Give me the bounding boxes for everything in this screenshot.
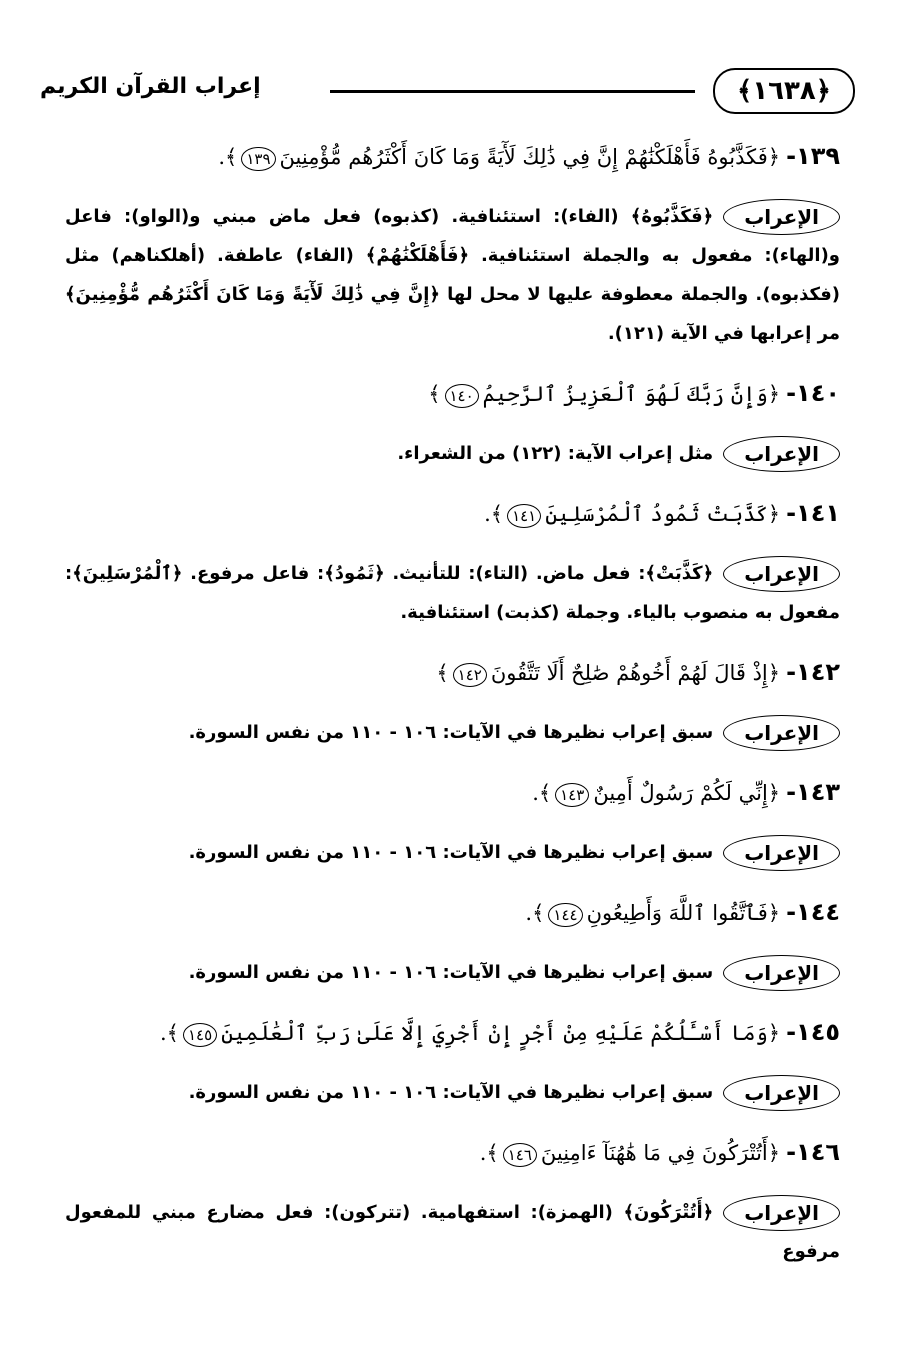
verse-number: ١٤٥- [786, 1018, 840, 1046]
verse-number: ١٤٤- [786, 898, 840, 926]
verse-number: ١٤٠- [786, 379, 840, 407]
ayah-marker: ١٤٠ [445, 384, 479, 408]
irab-badge: الإعراب [723, 715, 840, 751]
ayah-marker: ١٤١ [507, 504, 541, 528]
ayah-marker: ١٤٤ [548, 903, 582, 927]
ayah-marker: ١٤٣ [555, 783, 589, 807]
ayah-marker: ١٤٦ [503, 1143, 537, 1167]
irab-146 [65, 1193, 840, 1271]
irab-badge: الإعراب [723, 1195, 840, 1231]
verse-141 [65, 495, 840, 532]
verse-text: ﴿كَذَّبَتْ ثَمُودُ ٱلْمُرْسَلِينَ [545, 502, 781, 526]
verse-142 [65, 654, 840, 691]
verse-139 [65, 138, 840, 175]
verse-close: ﴾. [525, 901, 545, 925]
verse-text: ﴿فَكَذَّبُوهُ فَأَهْلَكْنَٰهُمْ إِنَّ فِي ذَٰلِكَ لَأٓيَةً وَمَا كَانَ أَكْثَرُهُم مُّؤْمِنِينَ [279, 145, 781, 169]
ayah-marker: ١٤٥ [183, 1023, 217, 1047]
verse-close: ﴾. [218, 145, 238, 169]
irab-badge: الإعراب [723, 556, 840, 592]
ayah-marker: ١٤٢ [453, 663, 487, 687]
irab-text: ﴿فَكَذَّبُوهُ﴾ (الفاء): استئنافية. (كذبوه) فعل ماض مبني و(الواو): فاعل و(الهاء): مفعول به والجملة استئنافية. ﴿فَأَهْلَكْنَٰهُمْ﴾ (الفاء) عاطفة. (أهلكناهم) مثل (فكذبوه). والجملة معطوفة عليها لا محل لها ﴿إِنَّ فِي ذَٰلِكَ لَأٓيَةً وَمَا كَانَ أَكْثَرُهُم مُّؤْمِنِينَ﴾ مر إعرابها في الآية (١٢١). [65, 206, 840, 344]
irab-text: سبق إعراب نظيرها في الآيات: ١٠٦ - ١١٠ من نفس السورة. [188, 962, 714, 983]
verse-number: ١٤١- [786, 499, 840, 527]
verse-140 [65, 375, 840, 412]
irab-142 [65, 713, 840, 752]
irab-141 [65, 554, 840, 632]
irab-text: ﴿كَذَّبَتْ﴾: فعل ماض. (التاء): للتأنيث. ﴿ثَمُودُ﴾: فاعل مرفوع. ﴿ٱلْمُرْسَلِينَ﴾: مفعول به منصوب بالياء. وجملة (كذبت) استئنافية. [65, 563, 840, 623]
page-number: ﴿١٦٣٨﴾ [713, 68, 855, 114]
verse-number: ١٤٦- [786, 1138, 840, 1166]
irab-text: سبق إعراب نظيرها في الآيات: ١٠٦ - ١١٠ من نفس السورة. [188, 1082, 714, 1103]
irab-text: ﴿أَتُتْرَكُونَ﴾ (الهمزة): استفهامية. (تتركون): فعل مضارع مبني للمفعول مرفوع [65, 1202, 840, 1262]
irab-text: سبق إعراب نظيرها في الآيات: ١٠٦ - ١١٠ من نفس السورة. [188, 722, 714, 743]
page-body [65, 138, 840, 1293]
irab-144 [65, 953, 840, 992]
verse-close: ﴾. [532, 781, 552, 805]
irab-badge: الإعراب [723, 199, 840, 235]
verse-close: ﴾. [159, 1021, 179, 1045]
irab-143 [65, 833, 840, 872]
verse-number: ١٤٢- [786, 658, 840, 686]
irab-badge: الإعراب [723, 436, 840, 472]
verse-text: ﴿إِذْ قَالَ لَهُمْ أَخُوهُمْ صَٰلِحٌ أَلَا تَتَّقُونَ [490, 661, 781, 685]
irab-badge: الإعراب [723, 1075, 840, 1111]
verse-143 [65, 774, 840, 811]
verse-close: ﴾ [436, 661, 449, 685]
verse-close: ﴾ [428, 382, 441, 406]
verse-number: ١٤٣- [786, 778, 840, 806]
verse-number: ١٣٩- [786, 142, 840, 170]
verse-close: ﴾. [479, 1141, 499, 1165]
irab-140 [65, 434, 840, 473]
irab-text: مثل إعراب الآية: (١٢٢) من الشعراء. [397, 443, 714, 464]
verse-145 [65, 1014, 840, 1051]
verse-text: ﴿أَتُتْرَكُونَ فِي مَا هَٰهُنَآ ءَامِنِينَ [540, 1141, 781, 1165]
verse-text: ﴿وَإِنَّ رَبَّكَ لَهُوَ ٱلْعَزِيزُ ٱلرَّحِيمُ [482, 382, 781, 406]
irab-text: سبق إعراب نظيرها في الآيات: ١٠٦ - ١١٠ من نفس السورة. [188, 842, 714, 863]
verse-144 [65, 894, 840, 931]
verse-146 [65, 1134, 840, 1171]
irab-145 [65, 1073, 840, 1112]
verse-text: ﴿إِنِّي لَكُمْ رَسُولٌ أَمِينٌ [593, 781, 781, 805]
verse-text: ﴿فَٱتَّقُوا ٱللَّهَ وَأَطِيعُونِ [586, 901, 781, 925]
page-header [40, 68, 875, 118]
irab-badge: الإعراب [723, 955, 840, 991]
verse-text: ﴿وَمَا أَسْـَٔلُكُمْ عَلَيْهِ مِنْ أَجْرٍ إِنْ أَجْرِيَ إِلَّا عَلَىٰ رَبِّ ٱلْعَٰلَمِينَ [221, 1021, 781, 1045]
header-rule [330, 90, 695, 93]
ayah-marker: ١٣٩ [241, 147, 275, 171]
irab-139 [65, 197, 840, 353]
verse-close: ﴾. [484, 502, 504, 526]
book-title: إعراب القرآن الكريم [40, 74, 261, 99]
irab-badge: الإعراب [723, 835, 840, 871]
